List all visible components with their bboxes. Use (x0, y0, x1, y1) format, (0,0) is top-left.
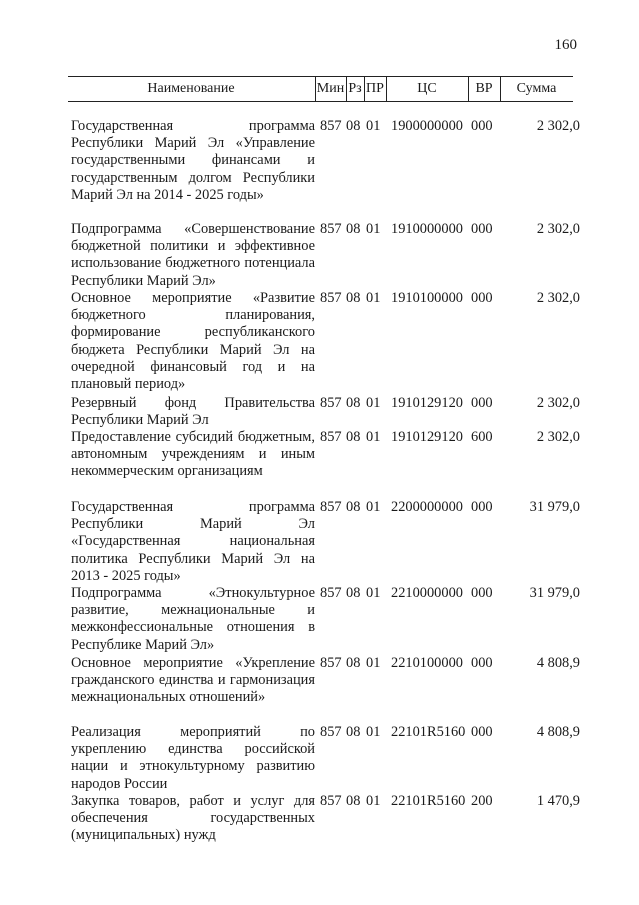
row-cs: 1910100000 (391, 290, 463, 306)
row-rz: 08 (346, 429, 361, 445)
row-vr: 000 (471, 118, 493, 134)
header-cs: ЦС (417, 81, 437, 96)
row-min: 857 (320, 118, 342, 134)
row-pr: 01 (366, 793, 381, 809)
row-pr: 01 (366, 724, 381, 740)
row-rz: 08 (346, 793, 361, 809)
row-rz: 08 (346, 118, 361, 134)
row-min: 857 (320, 290, 342, 306)
row-name: Закупка товаров, работ и услуг для обеспечения государственных (муниципальных) нужд (71, 793, 315, 844)
row-pr: 01 (366, 655, 381, 671)
row-pr: 01 (366, 118, 381, 134)
header-min: Мин (316, 81, 345, 96)
row-min: 857 (320, 585, 342, 601)
row-vr: 000 (471, 395, 493, 411)
row-vr: 000 (471, 290, 493, 306)
row-rz: 08 (346, 724, 361, 740)
row-pr: 01 (366, 395, 381, 411)
row-sum: 4 808,9 (536, 724, 580, 740)
header-name: Наименование (147, 81, 235, 96)
row-name: Реализация мероприятий по укреплению единства российской нации и этнокультурному развитию народов России (71, 724, 315, 792)
row-name: Резервный фонд Правительства Республики Марий Эл (71, 395, 315, 429)
row-name: Предоставление субсидий бюджетным, автономным учреждениям и иным некоммерческим организациям (71, 429, 315, 480)
row-vr: 000 (471, 221, 493, 237)
row-sum: 2 302,0 (536, 395, 580, 411)
row-vr: 000 (471, 585, 493, 601)
row-name: Государственная программа Республики Марий Эл «Управление государственными финансами и государственным долгом Республики Марий Эл на 2014 - 2025 годы» (71, 118, 315, 203)
row-sum: 2 302,0 (536, 429, 580, 445)
row-cs: 1910129120 (391, 395, 463, 411)
row-vr: 200 (471, 793, 493, 809)
row-pr: 01 (366, 585, 381, 601)
row-rz: 08 (346, 395, 361, 411)
row-vr: 600 (471, 429, 493, 445)
row-rz: 08 (346, 655, 361, 671)
row-min: 857 (320, 429, 342, 445)
row-name: Государственная программа Республики Марий Эл «Государственная национальная политика Республики Марий Эл на 2013 - 2025 годы» (71, 499, 315, 584)
row-name: Подпрограмма «Совершенствование бюджетной политики и эффективное использование бюджетного потенциала Республики Марий Эл» (71, 221, 315, 289)
row-cs: 1910129120 (391, 429, 463, 445)
header-bottom-rule (68, 101, 573, 102)
row-pr: 01 (366, 429, 381, 445)
row-cs: 2200000000 (391, 499, 463, 515)
row-name: Основное мероприятие «Укрепление гражданского единства и гармонизация межнациональных отношений» (71, 655, 315, 706)
row-sum: 31 979,0 (529, 585, 580, 601)
row-min: 857 (320, 655, 342, 671)
row-min: 857 (320, 499, 342, 515)
row-rz: 08 (346, 585, 361, 601)
row-min: 857 (320, 395, 342, 411)
row-sum: 2 302,0 (536, 118, 580, 134)
row-cs: 2210100000 (391, 655, 463, 671)
row-rz: 08 (346, 221, 361, 237)
row-pr: 01 (366, 221, 381, 237)
row-vr: 000 (471, 724, 493, 740)
header-rz: Рз (348, 81, 362, 96)
row-rz: 08 (346, 499, 361, 515)
row-sum: 2 302,0 (536, 221, 580, 237)
row-cs: 1910000000 (391, 221, 463, 237)
row-min: 857 (320, 221, 342, 237)
row-cs: 2210000000 (391, 585, 463, 601)
row-sum: 2 302,0 (536, 290, 580, 306)
header-top-rule (68, 76, 573, 77)
row-vr: 000 (471, 499, 493, 515)
row-name: Основное мероприятие «Развитие бюджетного планирования, формирование республиканского бюджета Республики Марий Эл на очередной финансовый год и на плановый период» (71, 290, 315, 393)
row-cs: 22101R5160 (391, 793, 466, 809)
header-pr: ПР (366, 81, 384, 96)
row-rz: 08 (346, 290, 361, 306)
row-sum: 1 470,9 (536, 793, 580, 809)
header-sum: Сумма (516, 81, 557, 96)
row-min: 857 (320, 793, 342, 809)
row-name: Подпрограмма «Этнокультурное развитие, межнациональные и межконфессиональные отношения в Республике Марий Эл» (71, 585, 315, 653)
row-pr: 01 (366, 290, 381, 306)
row-cs: 22101R5160 (391, 724, 466, 740)
header-vr: ВР (475, 81, 493, 96)
row-min: 857 (320, 724, 342, 740)
row-pr: 01 (366, 499, 381, 515)
row-vr: 000 (471, 655, 493, 671)
row-cs: 1900000000 (391, 118, 463, 134)
page-number: 160 (554, 37, 577, 53)
row-sum: 4 808,9 (536, 655, 580, 671)
row-sum: 31 979,0 (529, 499, 580, 515)
